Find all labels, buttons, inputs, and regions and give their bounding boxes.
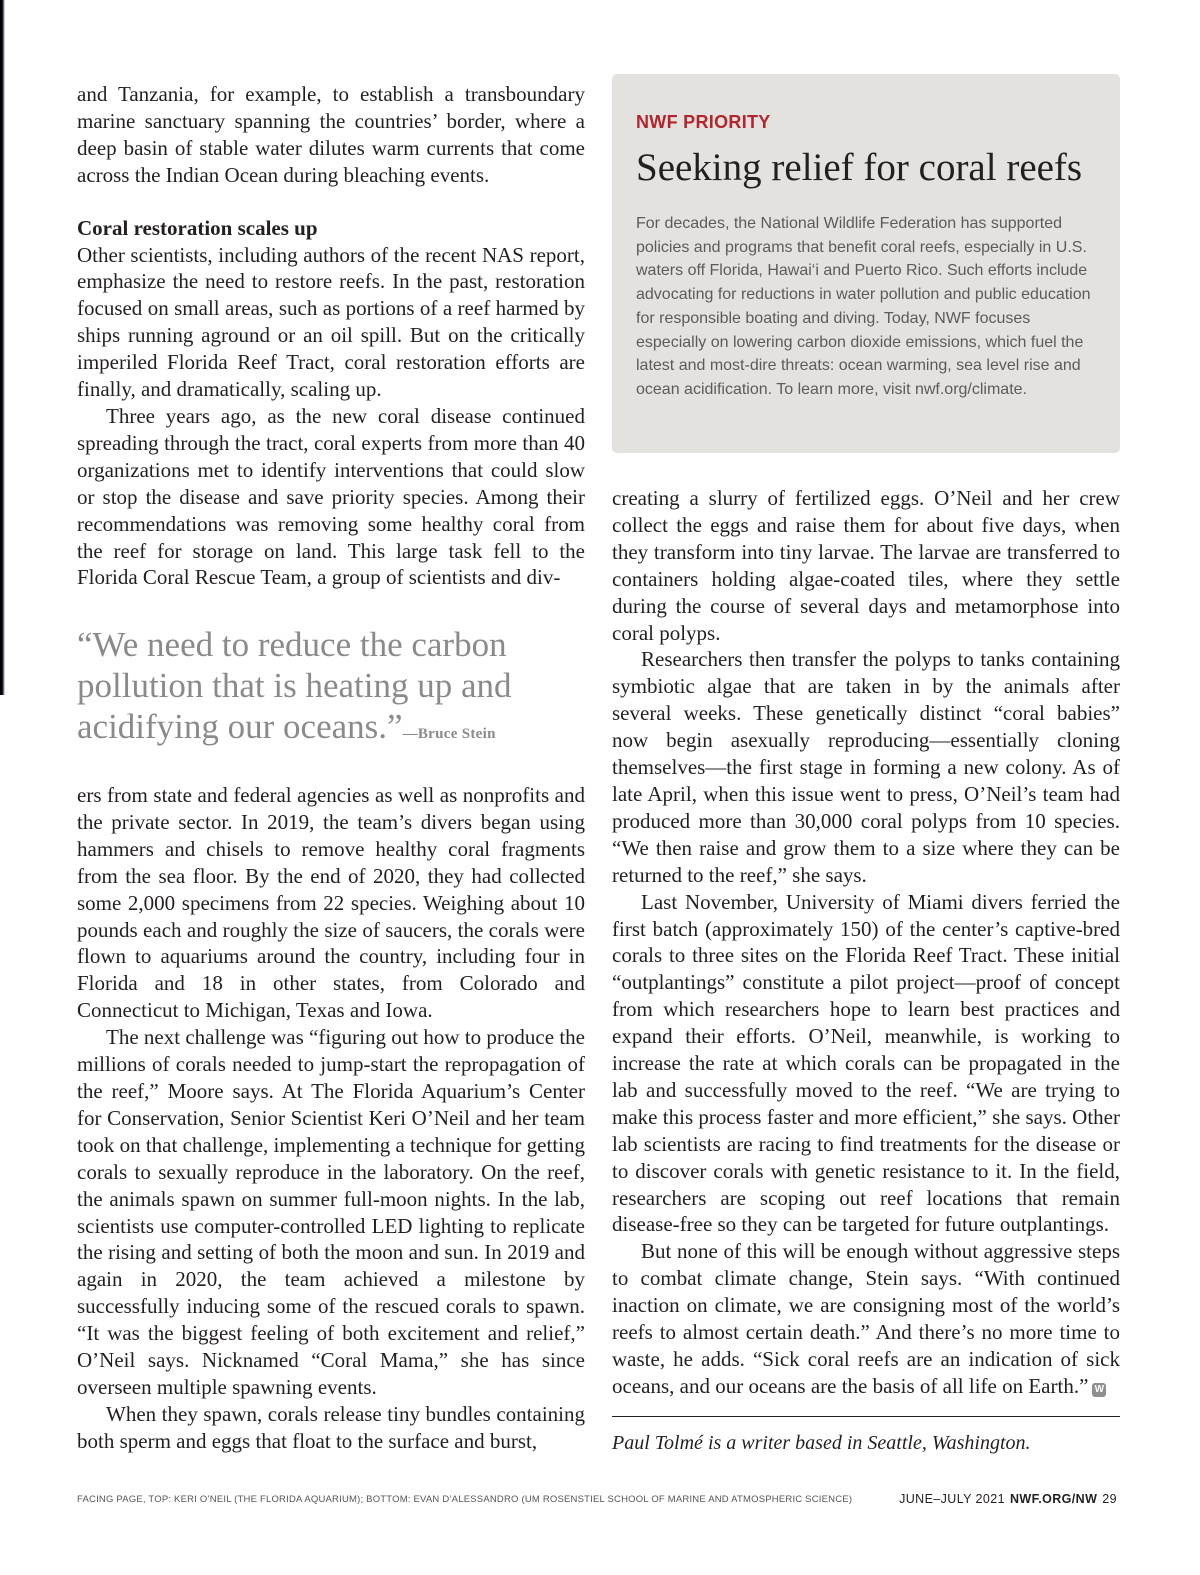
body-paragraph: Last November, University of Miami divers ferried the first batch (approximately 150) of the center’s captive-bred corals to three sites on the Florida Reef Tract. These initial “outplantings” constitute a pilot project—proof of concept from which researchers hope to learn best practices and expand their efforts. O’Neil, meanwhile, is working to increase the rate at which corals can be propagated in the lab and successfully moved to the reef. “We are trying to make this process faster and more efficient,” she says. Other lab scientists are racing to find treatments for the disease or to discover corals with genetic resistance to it. In the field, researchers are scoping out reef locations that remain disease-free so they can be targeted for future outplantings. (612, 889, 1120, 1237)
body-paragraph: Researchers then transfer the polyps to tanks containing symbiotic algae that are taken in by the animals after several weeks. These genetically distinct “coral babies” now begin asexually reproducing—essentially cloning themselves—the first stage in forming a new colony. As of late April, when this issue went to press, O’Neil’s team had produced more than 30,000 coral polyps from 10 species. “We then raise and grow them to a size where they can be returned to the reef,” she says. (612, 647, 1120, 887)
bio-divider (612, 1416, 1120, 1417)
page-spine-edge (0, 0, 5, 695)
nwf-priority-sidebar (612, 74, 1120, 453)
article-column-right (612, 485, 1120, 1400)
body-paragraph: When they spawn, corals release tiny bundles containing both sperm and eggs that float to the surface and burst, (77, 1401, 585, 1453)
page-number: 29 (1102, 1492, 1117, 1506)
pull-quote-text: “We need to reduce the carbon pollution that is heating up and acidifying our oceans.” (77, 625, 512, 746)
body-paragraph: Three years ago, as the new coral disease continued spreading through the tract, coral experts from more than 40 organizations met to identify interventions that could slow or stop the disease and save priority species. Among their recommendations was removing some healthy coral from the reef for storage on land. This large task fell to the Florida Coral Rescue Team, a group of scientists and div- (77, 403, 585, 590)
photo-credits: FACING PAGE, TOP: KERI O’NEIL (THE FLORIDA AQUARIUM); BOTTOM: EVAN D’ALESSANDRO (UM ROSENSTIEL SCHOOL OF MARINE AND ATMOSPHERIC SCIENCE) (77, 1494, 853, 1505)
article-column-left-bottom (77, 782, 585, 1455)
body-paragraph: Other scientists, including authors of the recent NAS report, emphasize the need to restore reefs. In the past, restoration focused on small areas, such as portions of a reef harmed by ships running aground or an oil spill. But on the critically imperiled Florida Reef Tract, coral restoration efforts are finally, and dramatically, scaling up. (77, 242, 585, 402)
body-paragraph: ers from state and federal agencies as well as nonprofits and the private sector. In 2019, the team’s divers began using hammers and chisels to remove healthy coral fragments from the sea floor. By the end of 2020, they had collected some 2,000 specimens from 22 species. Weighing about 10 pounds each and roughly the size of saucers, the corals were flown to aquariums around the country, including four in Florida and 18 in other states, from Colorado and Connecticut to Michigan, Texas and Iowa. (77, 783, 585, 1023)
article-column-left-top (77, 81, 585, 591)
final-paragraph-text: But none of this will be enough without aggressive steps to combat climate change, Stein says. “With continued inaction on climate, we are consigning most of the world’s reefs to almost certain death.” And there’s no more time to waste, he adds. “Sick coral reefs are an indication of sick oceans, and our oceans are the basis of all life on Earth.” (612, 1239, 1120, 1398)
page-folio (899, 1492, 1117, 1506)
body-paragraph (612, 1238, 1120, 1399)
body-paragraph: The next challenge was “figuring out how to produce the millions of corals needed to jump-start the repropagation of the reef,” Moore says. At The Florida Aquarium’s Center for Conservation, Senior Scientist Keri O’Neil and her team took on that challenge, implementing a technique for getting corals to sexually reproduce in the laboratory. On the reef, the animals spawn on summer full-moon nights. In the lab, scientists use computer-controlled LED lighting to replicate the rising and setting of both the moon and sun. In 2019 and again in 2020, the team achieved a milestone by successfully inducing some of the rescued corals to spawn. “It was the biggest feeling of both excitement and relief,” O’Neil says. Nicknamed “Coral Mama,” she has since overseen multiple spawning events. (77, 1025, 585, 1399)
author-bio: Paul Tolmé is a writer based in Seattle, Washington. (612, 1432, 1031, 1454)
section-subhead: Coral restoration scales up (77, 215, 318, 240)
sidebar-label: NWF PRIORITY (636, 112, 771, 132)
end-mark-icon: W (1092, 1383, 1106, 1397)
body-paragraph: creating a slurry of fertilized eggs. O’Neil and her crew collect the eggs and raise them for about five days, when they transform into tiny larvae. The larvae are transferred to containers holding algae-coated tiles, where they settle during the course of several days and metamorphose into coral polyps. (612, 486, 1120, 645)
pull-quote-attribution: —Bruce Stein (402, 726, 496, 742)
issue-date: JUNE–JULY 2021 (899, 1492, 1005, 1506)
sidebar-title: Seeking relief for coral reefs (636, 146, 1083, 189)
pull-quote (77, 624, 597, 755)
body-paragraph: and Tanzania, for example, to establish a transboundary marine sanctuary spanning the countries’ border, where a deep basin of stable water dilutes warm currents that come across the Indian Ocean during bleaching events. (77, 82, 585, 187)
website-link[interactable]: NWF.ORG/NW (1009, 1492, 1098, 1506)
sidebar-body: For decades, the National Wildlife Federation has supported policies and programs that benefit coral reefs, especially in U.S. waters off Florida, Hawai‘i and Puerto Rico. Such efforts include advocating for reductions in water pollution and public education for responsible boating and diving. Today, NWF focuses especially on lowering carbon dioxide emissions, which fuel the latest and most-dire threats: ocean warming, sea level rise and ocean acidification. To learn more, visit nwf.org/climate. (636, 215, 1091, 398)
